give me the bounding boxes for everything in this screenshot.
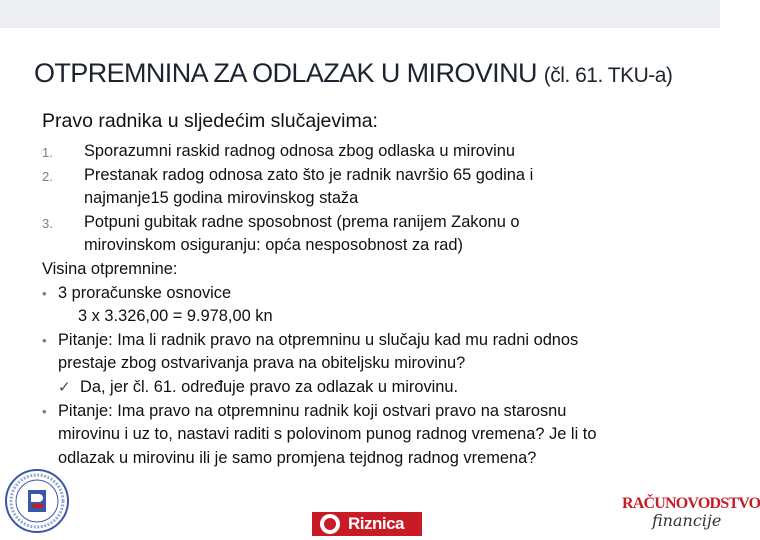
case-number: 2. xyxy=(42,168,53,184)
riznica-seal-icon xyxy=(320,514,340,534)
answer-item xyxy=(58,376,702,400)
case-text: Potpuni gubitak radne sposobnost (prema ranijem Zakonu o xyxy=(84,212,520,231)
racunovodstvo-financije-logo xyxy=(622,495,760,537)
title-reference: (čl. 61. TKU-a) xyxy=(543,64,673,87)
amount-bullets xyxy=(42,282,702,471)
bullet-text-cont: prestaje zbog ostvarivanja prava na obiteljsku mirovinu? xyxy=(58,354,466,373)
rf-logo-script: financije xyxy=(652,511,722,530)
checkmark-icon: ✓ xyxy=(58,378,71,396)
intro-text: Pravo radnika u sljedećim slučajevima: xyxy=(42,110,378,132)
bullet-text: Pitanje: Ima li radnik pravo na otpremninu u slučaju kad mu radni odnos xyxy=(58,330,579,349)
bullet-icon: • xyxy=(42,285,47,301)
slide-title xyxy=(34,58,704,89)
bullet-text-cont: mirovinu i uz to, nastavi raditi s polovinom punog radnog vremena? Je li to xyxy=(58,425,597,444)
association-seal-logo xyxy=(4,468,70,534)
case-item xyxy=(42,164,702,211)
case-text-cont: najmanje15 godina mirovinskog staža xyxy=(84,189,359,208)
case-number: 3. xyxy=(42,215,53,231)
case-item xyxy=(42,211,702,258)
case-number: 1. xyxy=(42,145,53,160)
bullet-item xyxy=(42,329,702,400)
bullet-text-cont: odlazak u mirovinu ili je samo promjena tejdnog radnog vremena? xyxy=(58,448,537,467)
amount-heading: Visina otpremnine: xyxy=(42,259,178,278)
riznica-logo xyxy=(312,512,422,536)
bullet-icon: • xyxy=(42,403,47,419)
cases-list xyxy=(42,140,702,258)
header-band xyxy=(0,0,720,28)
bullet-item xyxy=(42,400,702,471)
bullet-text: 3 proračunske osnovice xyxy=(58,283,232,302)
case-text: Sporazumni raskid radnog odnosa zbog odlaska u mirovinu xyxy=(84,142,515,160)
bullet-item xyxy=(42,282,702,329)
calculation-text: 3 x 3.326,00 = 9.978,00 kn xyxy=(78,307,273,326)
title-main: OTPREMNINA ZA ODLAZAK U MIROVINU xyxy=(34,58,537,88)
case-text-cont: mirovinskom osiguranju: opća nesposobnost za rad) xyxy=(84,236,464,255)
slide-body xyxy=(42,140,702,470)
answer-text: Da, jer čl. 61. određuje pravo za odlazak u mirovinu. xyxy=(80,377,459,396)
bullet-icon: • xyxy=(42,332,47,348)
case-text: Prestanak radog odnosa zato što je radnik navršio 65 godina i xyxy=(84,165,534,184)
riznica-logo-text: Riznica xyxy=(348,514,405,533)
bullet-text: Pitanje: Ima pravo na otpremninu radnik koji ostvari pravo na starosnu xyxy=(58,401,567,420)
case-item xyxy=(42,140,702,164)
rf-logo-text: RAČUNOVODSTVO xyxy=(622,495,760,512)
